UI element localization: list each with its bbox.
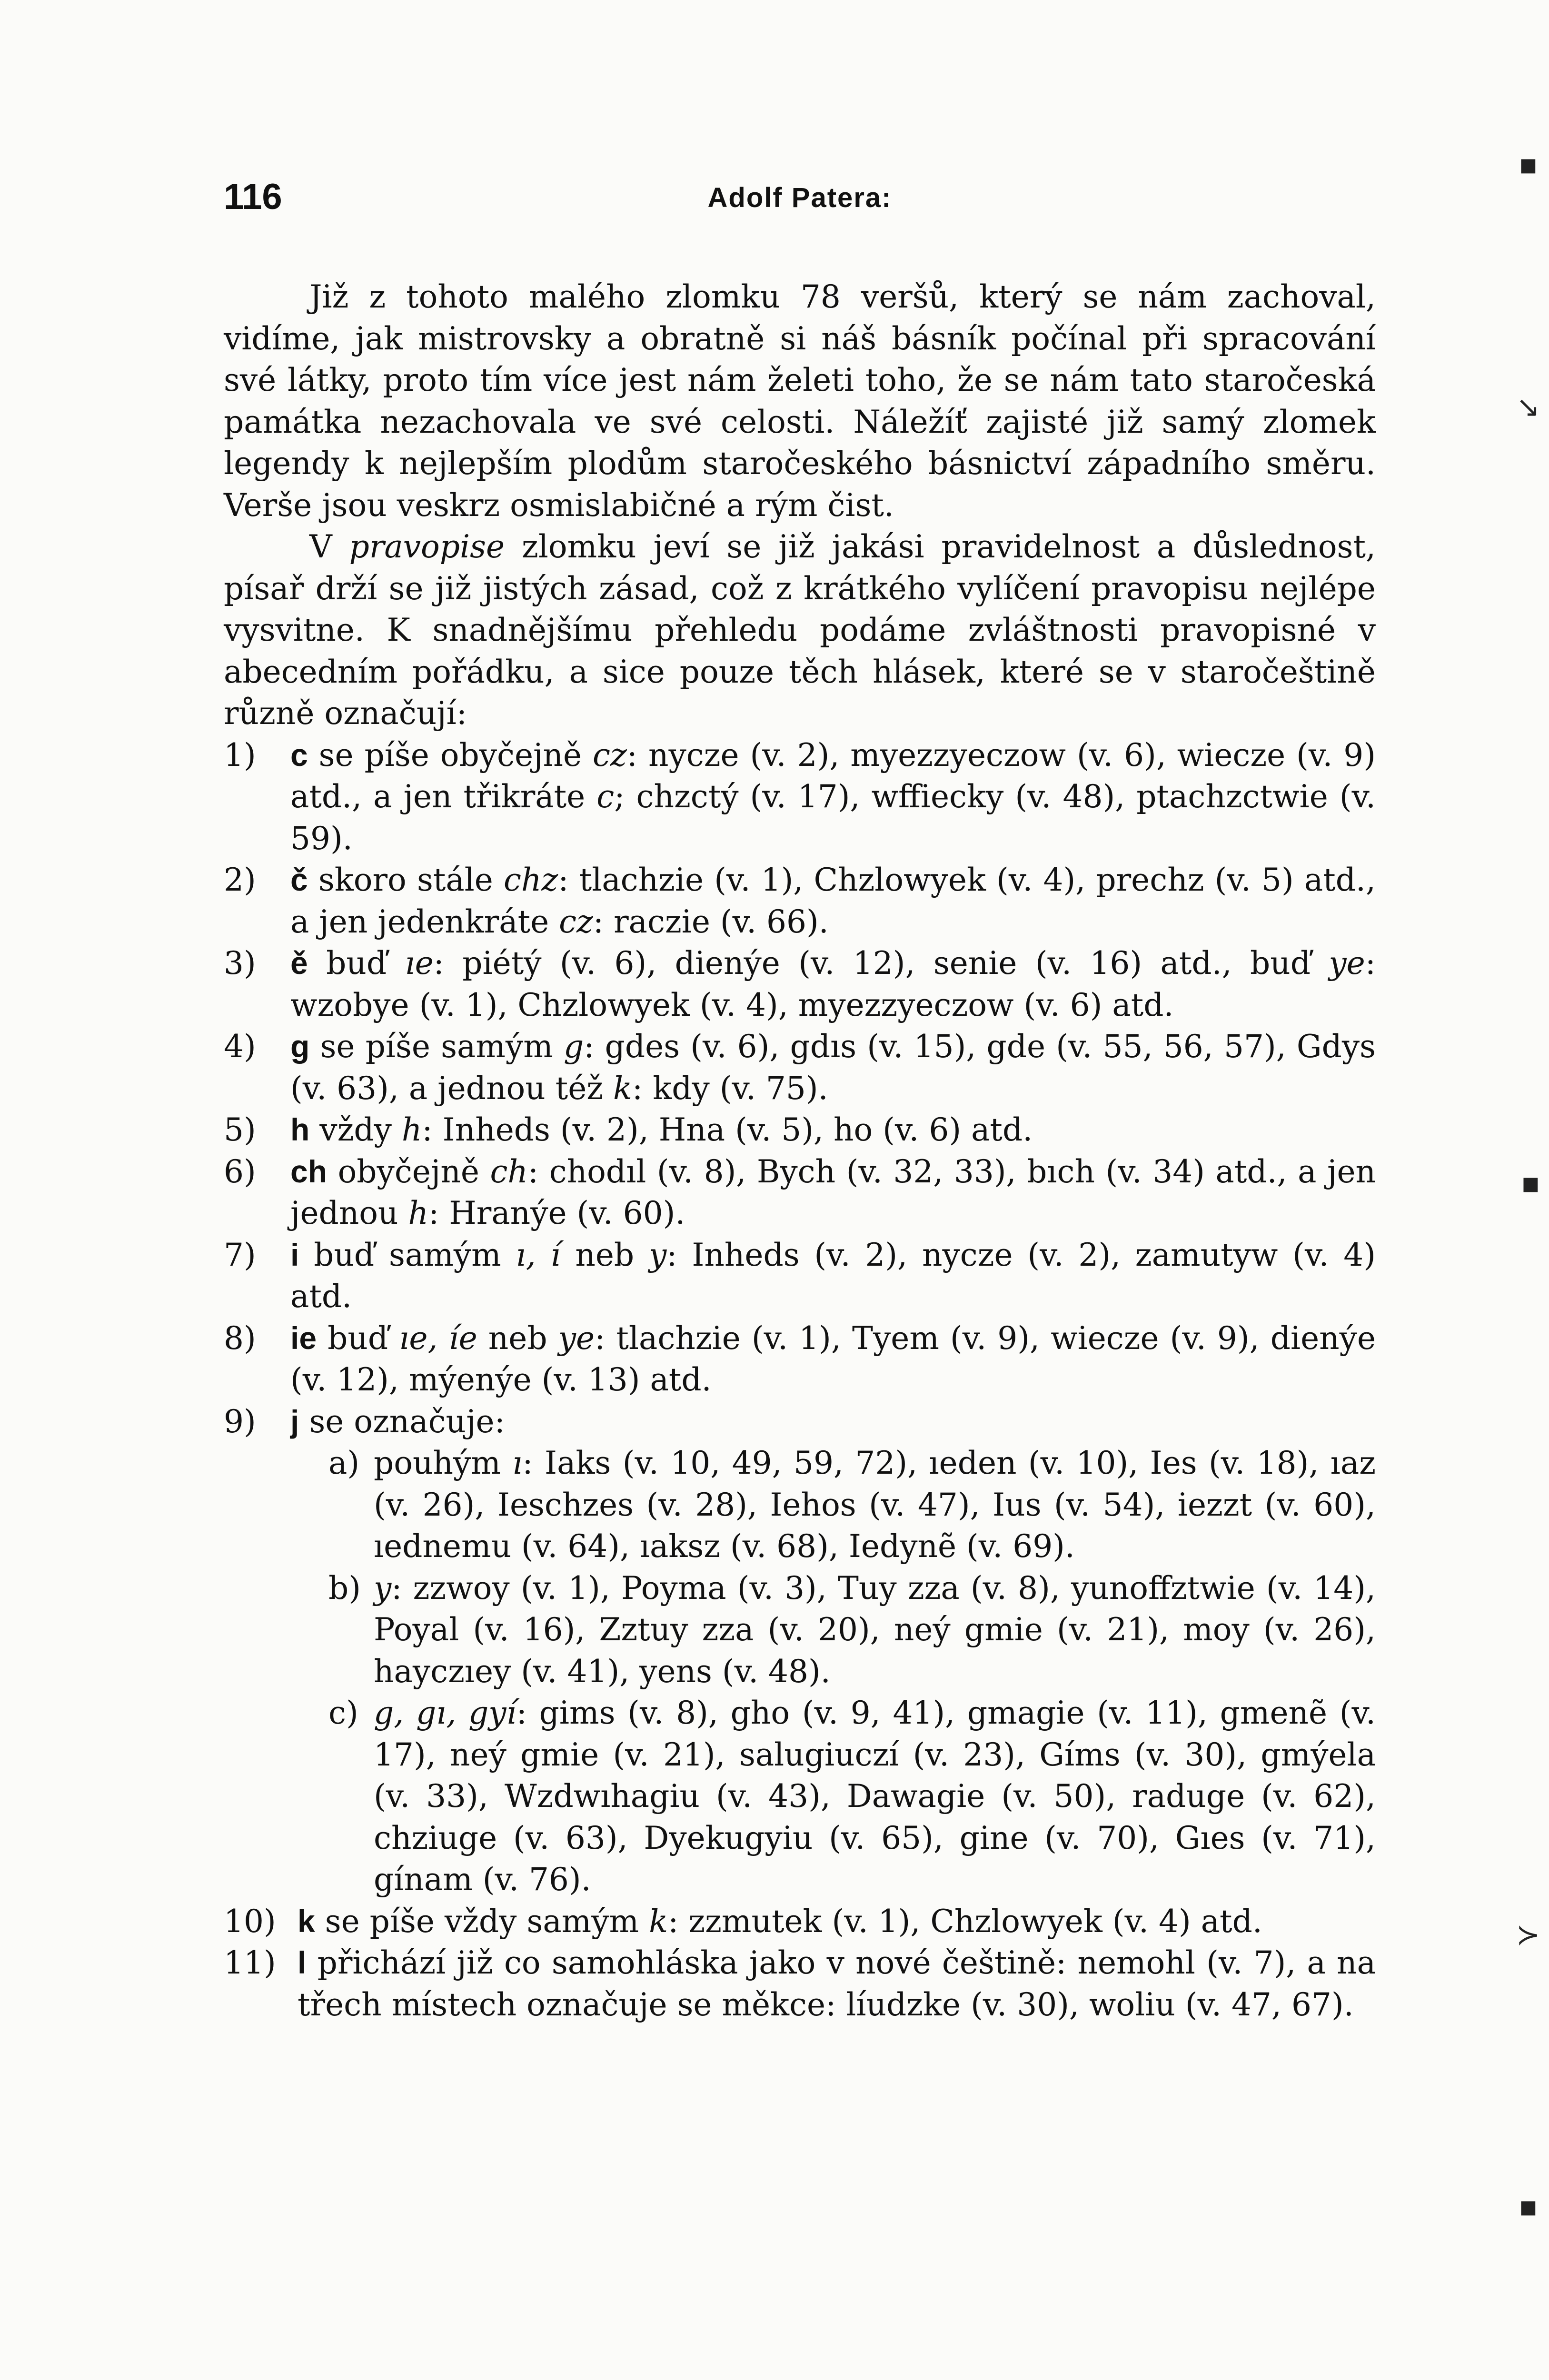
- list-item: 5) h vždy h: Inheds (v. 2), Hna (v. 5), ho (v. 6) atd.: [224, 1111, 1033, 1148]
- page-header: [224, 176, 1376, 228]
- list-item: 3) ě buď ıe: piétý (v. 6), dienýe (v. 12), senie (v. 16) atd., buď ye: wzobye (v. 1), Chzlowyek (v. 4), myezzyeczow (v. 6) atd.: [224, 945, 1376, 1023]
- page-body: [224, 276, 1376, 2025]
- sub-item: a) pouhým ı: Iaks (v. 10, 49, 59, 72), ıeden (v. 10), Ies (v. 18), ıaz (v. 26), Ieschzes (v. 28), Iehos (v. 47), Ius (v. 54), iezzt (v. 60), ıednemu (v. 64), ıaksz (v. 68), Iedynẽ (v. 69).: [328, 1445, 1376, 1565]
- margin-mark-icon: ▪: [1519, 148, 1538, 181]
- paragraph-2: V pravopise zlomku jeví se již jakási pravidelnost a důslednost, písař drží se již jistých zásad, což z krátkého vylíčení pravopisu nejlépe vysvitne. K snadnějšímu přehledu podáme zvláštnosti pravopisné v abecedním pořádku, a sice pouze těch hlásek, které se v staročeštině různě označují:: [224, 528, 1376, 732]
- list-item: 8) ie buď ıe, íe neb ye: tlachzie (v. 1), Tyem (v. 9), wiecze (v. 9), dienýe (v. 12), mýenýe (v. 13) atd.: [224, 1319, 1376, 1398]
- sub-item: c) g, gı, gyí: gims (v. 8), gho (v. 9, 41), gmagie (v. 11), gmenẽ (v. 17), neý gmie (v. 21), salugiuczí (v. 23), Gíms (v. 30), gmýela (v. 33), Wzdwıhagiu (v. 43), Dawagie (v. 50), raduge (v. 62), chziuge (v. 63), Dyekugyiu (v. 65), gine (v. 70), Gıes (v. 71), gínam (v. 76).: [328, 1695, 1376, 1898]
- list-item: 4) g se píše samým g: gdes (v. 6), gdıs (v. 15), gde (v. 55, 56, 57), Gdys (v. 63), a jednou též k: kdy (v. 75).: [224, 1028, 1376, 1107]
- list-item: 2) č skoro stále chz: tlachzie (v. 1), Chzlowyek (v. 4), prechz (v. 5) atd., a jen jedenkráte cz: raczie (v. 66).: [224, 862, 1376, 940]
- list-item: 9) j se označuje:: [224, 1403, 505, 1440]
- margin-mark-icon: ▪: [1521, 1166, 1540, 1200]
- margin-arrow-icon: ≻: [1516, 1918, 1540, 1952]
- page-number: 116: [224, 177, 282, 217]
- margin-arrow-icon: ↘: [1516, 390, 1540, 424]
- paragraph-1: Již z tohoto malého zlomku 78 veršů, který se nám zachoval, vidíme, jak mistrovsky a obratně si náš básník počínal při spracování své látky, proto tím více jest nám želeti toho, že se nám tato staročeská památka nezachovala ve své celosti. Náležíť zajisté již samý zlomek legendy k nejlepším plodům staročeského básnictví západního směru. Verše jsou veskrz osmislabičné a rým čist.: [224, 278, 1376, 524]
- list-item: 11) l přichází již co samohláska jako v nové češtině: nemohl (v. 7), a na třech místech označuje se měkce: líudzke (v. 30), woliu (v. 47, 67).: [224, 1944, 1376, 2023]
- list-item: 10) k se píše vždy samým k: zzmutek (v. 1), Chzlowyek (v. 4) atd.: [224, 1903, 1262, 1940]
- emphasis-pravopise: pravopise: [349, 528, 505, 565]
- list-item: 7) i buď samým ı, í neb y: Inheds (v. 2), nycze (v. 2), zamutyw (v. 4) atd.: [224, 1236, 1376, 1315]
- sub-item: b) y: zzwoy (v. 1), Poyma (v. 3), Tuy zza (v. 8), yunoffztwie (v. 14), Poyal (v. 16), Zztuy zza (v. 20), neý gmie (v. 21), moy (v. 26), hayczıey (v. 41), yens (v. 48).: [328, 1569, 1376, 1690]
- running-title: Adolf Patera:: [707, 182, 892, 213]
- list-item: 6) ch obyčejně ch: chodıl (v. 8), Bych (v. 32, 33), bıch (v. 34) atd., a jen jednou h: Hranýe (v. 60).: [224, 1153, 1376, 1231]
- margin-mark-icon: ▪: [1519, 2190, 1538, 2223]
- list-item: 1) c se píše obyčejně cz: nycze (v. 2), myezzyeczow (v. 6), wiecze (v. 9) atd., a jen třikráte c; chzctý (v. 17), wffiecky (v. 48), ptachzctwie (v. 59).: [224, 736, 1376, 857]
